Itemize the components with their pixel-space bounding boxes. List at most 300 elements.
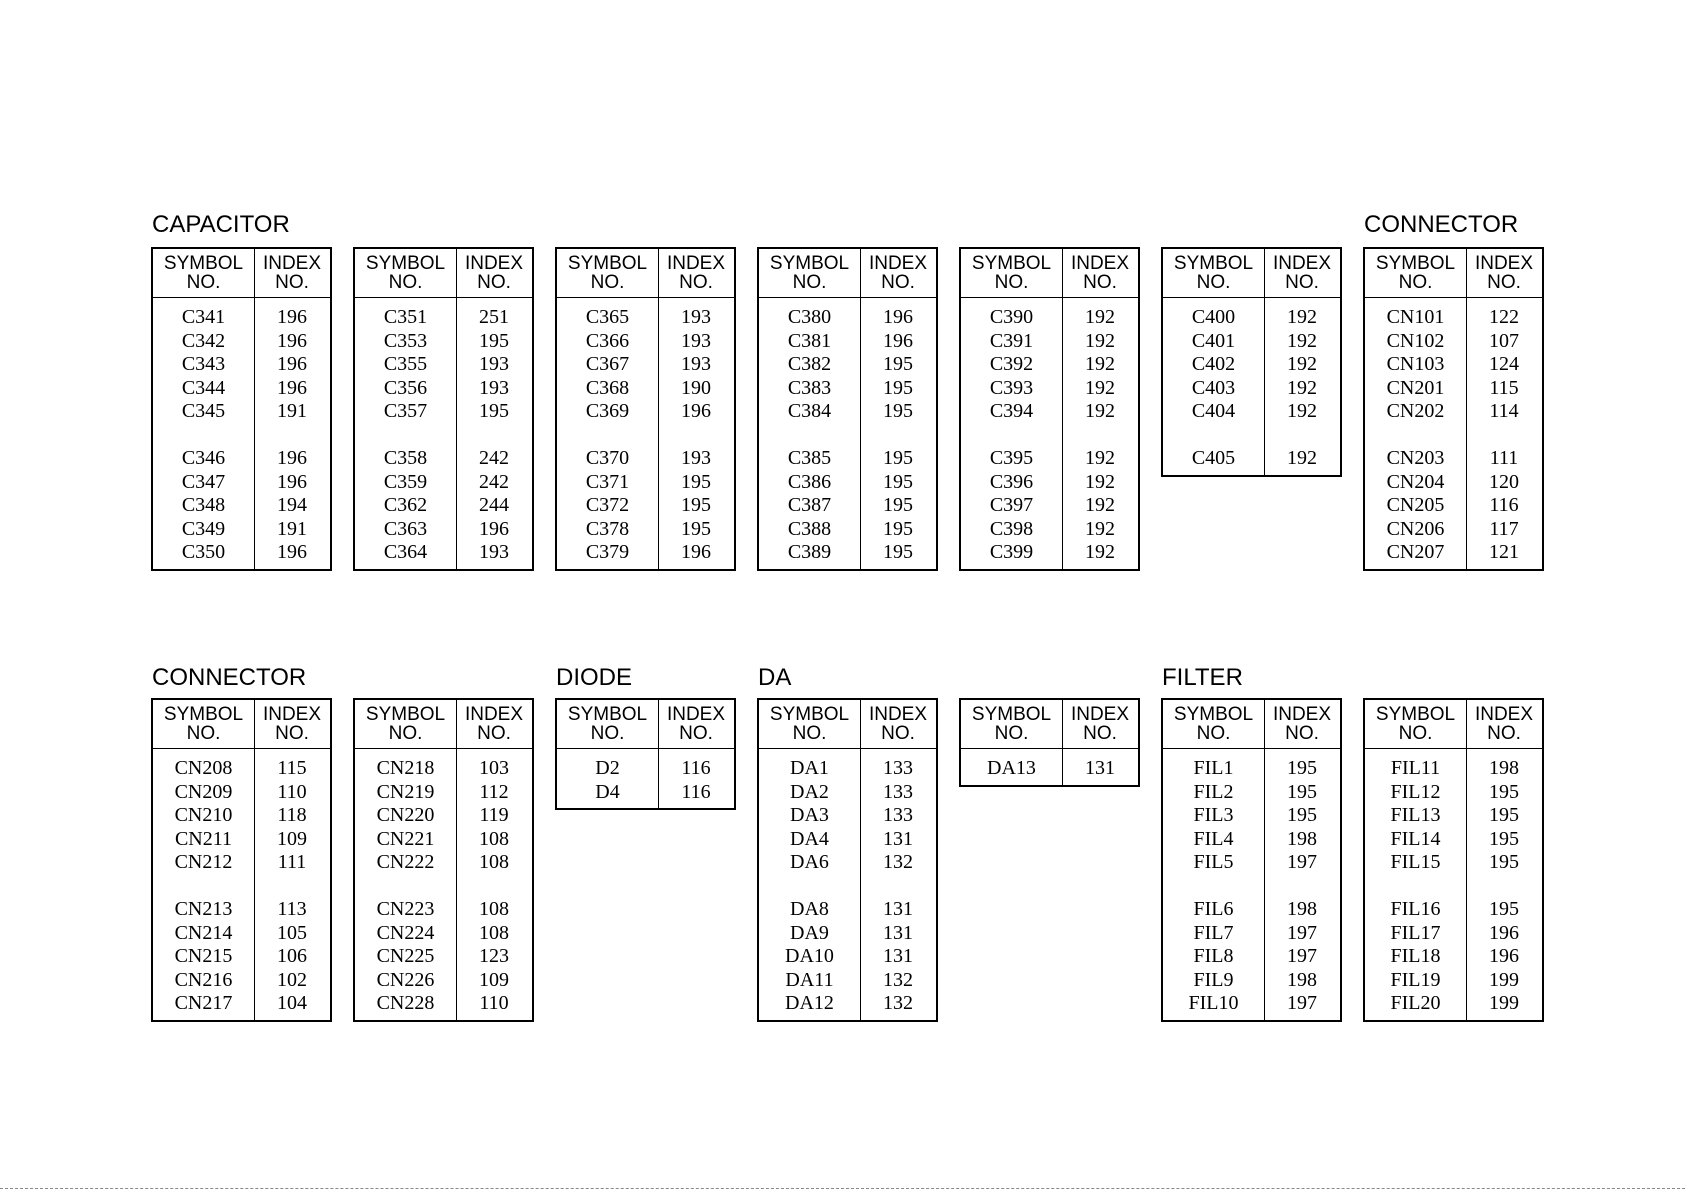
index-cell: 198 bbox=[1287, 827, 1317, 850]
table-row bbox=[355, 471, 532, 495]
index-cell: 118 bbox=[277, 804, 307, 826]
symbol-cell: CN215 bbox=[174, 945, 233, 967]
index-cell: 192 bbox=[1085, 541, 1115, 563]
index-cell: 193 bbox=[681, 306, 711, 328]
index-cell: 195 bbox=[479, 400, 509, 422]
symbol-cell: C363 bbox=[383, 517, 428, 540]
symbol-cell: CN222 bbox=[376, 851, 435, 873]
table-body bbox=[961, 298, 1138, 569]
symbol-cell: CN101 bbox=[1386, 306, 1445, 328]
header-text: NO. bbox=[1398, 272, 1433, 293]
index-cell: 133 bbox=[883, 780, 913, 803]
symbol-cell: C386 bbox=[787, 470, 832, 493]
row-group bbox=[961, 306, 1138, 424]
symbol-cell: CN204 bbox=[1386, 470, 1445, 493]
header-text: NO. bbox=[186, 272, 221, 293]
symbol-cell: C345 bbox=[181, 400, 226, 422]
table-row bbox=[153, 494, 330, 518]
header-text: SYMBOL bbox=[769, 704, 850, 725]
symbol-cell: D4 bbox=[595, 780, 620, 803]
symbol-cell: C362 bbox=[383, 494, 428, 516]
symbol-cell: FIL5 bbox=[1193, 851, 1234, 873]
index-cell: 116 bbox=[681, 780, 711, 803]
symbol-cell: CN202 bbox=[1386, 400, 1445, 422]
symbol-cell: DA12 bbox=[785, 992, 834, 1014]
table-row bbox=[153, 945, 330, 969]
symbol-cell: C346 bbox=[181, 447, 226, 469]
header-text: SYMBOL bbox=[971, 253, 1052, 274]
section-label-capacitor: CAPACITOR bbox=[152, 211, 290, 238]
index-cell: 196 bbox=[277, 541, 307, 563]
table-header bbox=[557, 249, 734, 298]
index-cell: 196 bbox=[681, 541, 711, 563]
table-row bbox=[759, 828, 936, 852]
table-row bbox=[153, 781, 330, 805]
header-text: SYMBOL bbox=[567, 253, 648, 274]
table-row bbox=[355, 781, 532, 805]
table-row bbox=[759, 353, 936, 377]
symbol-cell: CN220 bbox=[376, 804, 435, 826]
index-cell: 122 bbox=[1489, 306, 1519, 328]
index-cell: 131 bbox=[883, 921, 913, 944]
symbol-cell: C380 bbox=[787, 306, 832, 328]
symbol-cell: C390 bbox=[989, 306, 1034, 328]
table-header bbox=[153, 700, 330, 749]
index-cell: 132 bbox=[883, 851, 913, 873]
table-row bbox=[961, 494, 1138, 518]
table-row bbox=[961, 541, 1138, 565]
table-row bbox=[759, 447, 936, 471]
index-cell: 196 bbox=[277, 470, 307, 493]
symbol-cell: C368 bbox=[585, 376, 630, 399]
table-row bbox=[1365, 541, 1542, 565]
symbol-cell: C341 bbox=[181, 306, 226, 328]
symbol-cell: FIL1 bbox=[1193, 757, 1234, 779]
symbol-cell: C388 bbox=[787, 517, 832, 540]
symbol-cell: C364 bbox=[383, 541, 428, 563]
symbol-cell: DA8 bbox=[790, 898, 829, 920]
table-row bbox=[1365, 851, 1542, 875]
index-cell: 108 bbox=[479, 898, 509, 920]
header-text: SYMBOL bbox=[163, 253, 244, 274]
table-row bbox=[759, 400, 936, 424]
index-cell: 119 bbox=[479, 804, 509, 826]
symbol-cell: C356 bbox=[383, 376, 428, 399]
symbol-cell: C385 bbox=[787, 447, 832, 469]
header-text: INDEX bbox=[1272, 253, 1332, 274]
table-row bbox=[355, 518, 532, 542]
header-text: INDEX bbox=[1070, 704, 1130, 725]
table-body bbox=[759, 298, 936, 569]
table-row bbox=[1365, 377, 1542, 401]
symbol-cell: C384 bbox=[787, 400, 832, 422]
table-row bbox=[759, 781, 936, 805]
table-row bbox=[1365, 757, 1542, 781]
table-row bbox=[1163, 945, 1340, 969]
table-header bbox=[355, 249, 532, 298]
header-text: SYMBOL bbox=[163, 704, 244, 725]
table-row bbox=[153, 377, 330, 401]
symbol-cell: C370 bbox=[585, 447, 630, 469]
symbol-cell: CN225 bbox=[376, 945, 435, 967]
symbol-cell: FIL3 bbox=[1193, 804, 1234, 826]
index-cell: 195 bbox=[883, 517, 913, 540]
symbol-cell: FIL9 bbox=[1193, 968, 1234, 991]
table-row bbox=[1163, 447, 1340, 471]
symbol-cell: FIL11 bbox=[1390, 757, 1441, 779]
index-cell: 116 bbox=[681, 757, 711, 779]
index-cell: 193 bbox=[479, 376, 509, 399]
symbol-no-header bbox=[153, 249, 254, 297]
symbol-cell: C394 bbox=[989, 400, 1034, 422]
symbol-cell: CN211 bbox=[174, 827, 233, 850]
table-row bbox=[355, 400, 532, 424]
table-row bbox=[1163, 851, 1340, 875]
symbol-cell: FIL14 bbox=[1390, 827, 1441, 850]
table-row bbox=[557, 541, 734, 565]
index-cell: 192 bbox=[1287, 400, 1317, 422]
index-cell: 124 bbox=[1489, 353, 1519, 375]
index-cell: 195 bbox=[883, 353, 913, 375]
symbol-cell: C397 bbox=[989, 494, 1034, 516]
table-row bbox=[1365, 518, 1542, 542]
header-text: INDEX bbox=[262, 704, 322, 725]
symbol-cell: C392 bbox=[989, 353, 1034, 375]
header-text: INDEX bbox=[464, 704, 524, 725]
index-cell: 105 bbox=[277, 921, 307, 944]
table-body bbox=[557, 298, 734, 569]
index-cell: 115 bbox=[1489, 376, 1519, 399]
symbol-cell: C343 bbox=[181, 353, 226, 375]
symbol-cell: CN214 bbox=[174, 921, 233, 944]
index-cell: 197 bbox=[1287, 921, 1317, 944]
section-label-connector: CONNECTOR bbox=[1364, 211, 1519, 238]
table-row bbox=[557, 400, 734, 424]
index-cell: 193 bbox=[681, 329, 711, 352]
index-cell: 195 bbox=[1287, 757, 1317, 779]
row-group bbox=[153, 757, 330, 875]
symbol-cell: DA1 bbox=[790, 757, 829, 779]
table-row bbox=[759, 330, 936, 354]
header-text: INDEX bbox=[868, 704, 928, 725]
table-row bbox=[1365, 330, 1542, 354]
table-row bbox=[355, 757, 532, 781]
table-row bbox=[759, 518, 936, 542]
index-cell: 108 bbox=[479, 921, 509, 944]
index-cell: 132 bbox=[883, 992, 913, 1014]
symbol-cell: C378 bbox=[585, 517, 630, 540]
index-cell: 192 bbox=[1085, 517, 1115, 540]
table-row bbox=[1163, 757, 1340, 781]
symbol-cell: C366 bbox=[585, 329, 630, 352]
symbol-cell: CN228 bbox=[376, 992, 435, 1014]
index-cell: 108 bbox=[479, 851, 509, 873]
index-cell: 195 bbox=[1489, 898, 1519, 920]
table-row bbox=[355, 353, 532, 377]
index-no-header bbox=[860, 700, 936, 748]
symbol-cell: CN217 bbox=[174, 992, 233, 1014]
row-group bbox=[961, 757, 1138, 781]
symbol-cell: C383 bbox=[787, 376, 832, 399]
symbol-cell: C379 bbox=[585, 541, 630, 563]
table-row bbox=[355, 898, 532, 922]
table-row bbox=[759, 992, 936, 1016]
table-row bbox=[1163, 969, 1340, 993]
row-group bbox=[961, 447, 1138, 565]
row-group bbox=[1365, 898, 1542, 1016]
row-group bbox=[153, 898, 330, 1016]
index-cell: 106 bbox=[277, 945, 307, 967]
symbol-cell: CN203 bbox=[1386, 447, 1445, 469]
table-header bbox=[355, 700, 532, 749]
table-header bbox=[961, 249, 1138, 298]
symbol-no-header bbox=[759, 700, 860, 748]
index-cell: 196 bbox=[277, 353, 307, 375]
header-text: NO. bbox=[590, 272, 625, 293]
symbol-no-header bbox=[1365, 700, 1466, 748]
index-cell: 193 bbox=[479, 353, 509, 375]
table-row bbox=[355, 945, 532, 969]
symbol-no-header bbox=[153, 700, 254, 748]
symbol-cell: CN103 bbox=[1386, 353, 1445, 375]
table-row bbox=[1163, 330, 1340, 354]
table-row bbox=[557, 353, 734, 377]
table-row bbox=[1365, 494, 1542, 518]
table-row bbox=[961, 377, 1138, 401]
row-group bbox=[355, 447, 532, 565]
index-cell: 192 bbox=[1085, 447, 1115, 469]
symbol-cell: C350 bbox=[181, 541, 226, 563]
capacitor-table bbox=[151, 247, 332, 571]
header-text: NO. bbox=[994, 723, 1029, 744]
symbol-cell: DA2 bbox=[790, 780, 829, 803]
index-cell: 199 bbox=[1489, 968, 1519, 991]
header-text: NO. bbox=[1487, 723, 1521, 744]
table-row bbox=[355, 447, 532, 471]
index-cell: 193 bbox=[681, 447, 711, 469]
table-row bbox=[1163, 992, 1340, 1016]
index-cell: 198 bbox=[1287, 968, 1317, 991]
table-row bbox=[153, 757, 330, 781]
header-text: NO. bbox=[679, 272, 713, 293]
symbol-cell: C399 bbox=[989, 541, 1034, 563]
table-header bbox=[153, 249, 330, 298]
index-cell: 112 bbox=[479, 780, 509, 803]
header-text: NO. bbox=[994, 272, 1029, 293]
symbol-cell: C395 bbox=[989, 447, 1034, 469]
symbol-cell: C358 bbox=[383, 447, 428, 469]
filter-table bbox=[1363, 698, 1544, 1022]
header-text: SYMBOL bbox=[769, 253, 850, 274]
row-group bbox=[153, 306, 330, 424]
table-row bbox=[355, 922, 532, 946]
row-group bbox=[1365, 757, 1542, 875]
symbol-cell: FIL10 bbox=[1188, 992, 1239, 1014]
capacitor-table bbox=[555, 247, 736, 571]
index-cell: 196 bbox=[277, 329, 307, 352]
header-text: NO. bbox=[1285, 272, 1319, 293]
table-body bbox=[1163, 298, 1340, 475]
symbol-cell: C400 bbox=[1191, 306, 1236, 328]
symbol-cell: D2 bbox=[595, 757, 620, 779]
index-cell: 196 bbox=[1489, 921, 1519, 944]
index-cell: 242 bbox=[479, 447, 509, 469]
table-body bbox=[1163, 749, 1340, 1020]
table-body bbox=[153, 749, 330, 1020]
table-header bbox=[759, 249, 936, 298]
index-cell: 196 bbox=[277, 376, 307, 399]
table-row bbox=[153, 541, 330, 565]
index-cell: 133 bbox=[883, 804, 913, 826]
row-group bbox=[1163, 447, 1340, 471]
table-header bbox=[1365, 700, 1542, 749]
index-cell: 195 bbox=[883, 400, 913, 422]
index-cell: 131 bbox=[1085, 757, 1115, 779]
symbol-cell: C404 bbox=[1191, 400, 1236, 422]
symbol-cell: C344 bbox=[181, 376, 226, 399]
table-row bbox=[557, 781, 734, 805]
symbol-cell: C403 bbox=[1191, 376, 1236, 399]
row-group bbox=[759, 898, 936, 1016]
symbol-cell: C389 bbox=[787, 541, 832, 563]
index-cell: 242 bbox=[479, 470, 509, 493]
table-row bbox=[557, 377, 734, 401]
index-cell: 192 bbox=[1085, 400, 1115, 422]
table-header bbox=[961, 700, 1138, 749]
connector-table bbox=[1363, 247, 1544, 571]
index-cell: 131 bbox=[883, 827, 913, 850]
table-body bbox=[1365, 298, 1542, 569]
symbol-cell: FIL15 bbox=[1390, 851, 1441, 873]
index-cell: 109 bbox=[277, 827, 307, 850]
index-cell: 195 bbox=[1489, 780, 1519, 803]
index-cell: 195 bbox=[1489, 827, 1519, 850]
table-row bbox=[1365, 828, 1542, 852]
header-text: NO. bbox=[590, 723, 625, 744]
symbol-no-header bbox=[355, 249, 456, 297]
index-cell: 102 bbox=[277, 968, 307, 991]
symbol-cell: C347 bbox=[181, 470, 226, 493]
symbol-cell: DA11 bbox=[785, 968, 834, 991]
symbol-cell: DA3 bbox=[790, 804, 829, 826]
table-body bbox=[557, 749, 734, 808]
table-row bbox=[1365, 922, 1542, 946]
table-row bbox=[759, 922, 936, 946]
symbol-cell: C359 bbox=[383, 470, 428, 493]
symbol-cell: C382 bbox=[787, 353, 832, 375]
symbol-cell: CN201 bbox=[1386, 376, 1445, 399]
index-cell: 132 bbox=[883, 968, 913, 991]
table-row bbox=[153, 922, 330, 946]
section-label-connector: CONNECTOR bbox=[152, 664, 307, 691]
symbol-cell: CN209 bbox=[174, 780, 233, 803]
symbol-cell: FIL4 bbox=[1193, 827, 1234, 850]
table-row bbox=[557, 330, 734, 354]
header-text: SYMBOL bbox=[1375, 253, 1456, 274]
index-cell: 114 bbox=[1489, 400, 1519, 422]
table-row bbox=[759, 494, 936, 518]
index-cell: 192 bbox=[1287, 376, 1317, 399]
row-group bbox=[557, 447, 734, 565]
index-cell: 197 bbox=[1287, 945, 1317, 967]
table-row bbox=[759, 471, 936, 495]
symbol-cell: CN218 bbox=[376, 757, 435, 779]
index-cell: 195 bbox=[883, 447, 913, 469]
symbol-cell: C398 bbox=[989, 517, 1034, 540]
table-row bbox=[759, 757, 936, 781]
symbol-cell: C348 bbox=[181, 494, 226, 516]
index-cell: 108 bbox=[479, 827, 509, 850]
symbol-cell: CN102 bbox=[1386, 329, 1445, 352]
index-cell: 191 bbox=[277, 517, 307, 540]
header-text: SYMBOL bbox=[1375, 704, 1456, 725]
table-row bbox=[153, 518, 330, 542]
row-group bbox=[355, 757, 532, 875]
table-header bbox=[1365, 249, 1542, 298]
index-cell: 196 bbox=[1489, 945, 1519, 967]
symbol-cell: CN226 bbox=[376, 968, 435, 991]
table-row bbox=[355, 306, 532, 330]
index-cell: 192 bbox=[1085, 494, 1115, 516]
header-text: NO. bbox=[275, 723, 309, 744]
symbol-cell: C367 bbox=[585, 353, 630, 375]
index-cell: 192 bbox=[1287, 447, 1317, 469]
index-cell: 195 bbox=[681, 470, 711, 493]
header-text: INDEX bbox=[1474, 253, 1534, 274]
index-cell: 110 bbox=[277, 780, 307, 803]
index-cell: 192 bbox=[1287, 353, 1317, 375]
table-row bbox=[759, 541, 936, 565]
table-row bbox=[153, 330, 330, 354]
table-row bbox=[1163, 377, 1340, 401]
table-body bbox=[1365, 749, 1542, 1020]
header-text: NO. bbox=[1285, 723, 1319, 744]
filter-table bbox=[1161, 698, 1342, 1022]
symbol-cell: C342 bbox=[181, 329, 226, 352]
symbol-cell: FIL19 bbox=[1390, 968, 1441, 991]
table-row bbox=[153, 969, 330, 993]
header-text: INDEX bbox=[1272, 704, 1332, 725]
index-cell: 120 bbox=[1489, 470, 1519, 493]
symbol-cell: FIL2 bbox=[1193, 780, 1234, 803]
header-text: NO. bbox=[1196, 723, 1231, 744]
header-text: NO. bbox=[792, 272, 827, 293]
table-row bbox=[355, 851, 532, 875]
symbol-cell: C381 bbox=[787, 329, 832, 352]
index-cell: 121 bbox=[1489, 541, 1519, 563]
index-cell: 111 bbox=[277, 851, 307, 873]
symbol-cell: FIL13 bbox=[1390, 804, 1441, 826]
table-row bbox=[961, 330, 1138, 354]
symbol-cell: C351 bbox=[383, 306, 428, 328]
table-row bbox=[1163, 922, 1340, 946]
connector-table bbox=[353, 698, 534, 1022]
symbol-cell: C401 bbox=[1191, 329, 1236, 352]
table-row bbox=[153, 400, 330, 424]
table-row bbox=[1365, 353, 1542, 377]
header-text: NO. bbox=[1083, 723, 1117, 744]
index-cell: 111 bbox=[1489, 447, 1519, 469]
symbol-cell: FIL17 bbox=[1390, 921, 1441, 944]
symbol-cell: C387 bbox=[787, 494, 832, 516]
index-cell: 123 bbox=[479, 945, 509, 967]
symbol-no-header bbox=[1163, 249, 1264, 297]
index-cell: 192 bbox=[1085, 306, 1115, 328]
capacitor-table bbox=[353, 247, 534, 571]
index-cell: 196 bbox=[681, 400, 711, 422]
table-row bbox=[759, 969, 936, 993]
row-group bbox=[1163, 306, 1340, 424]
